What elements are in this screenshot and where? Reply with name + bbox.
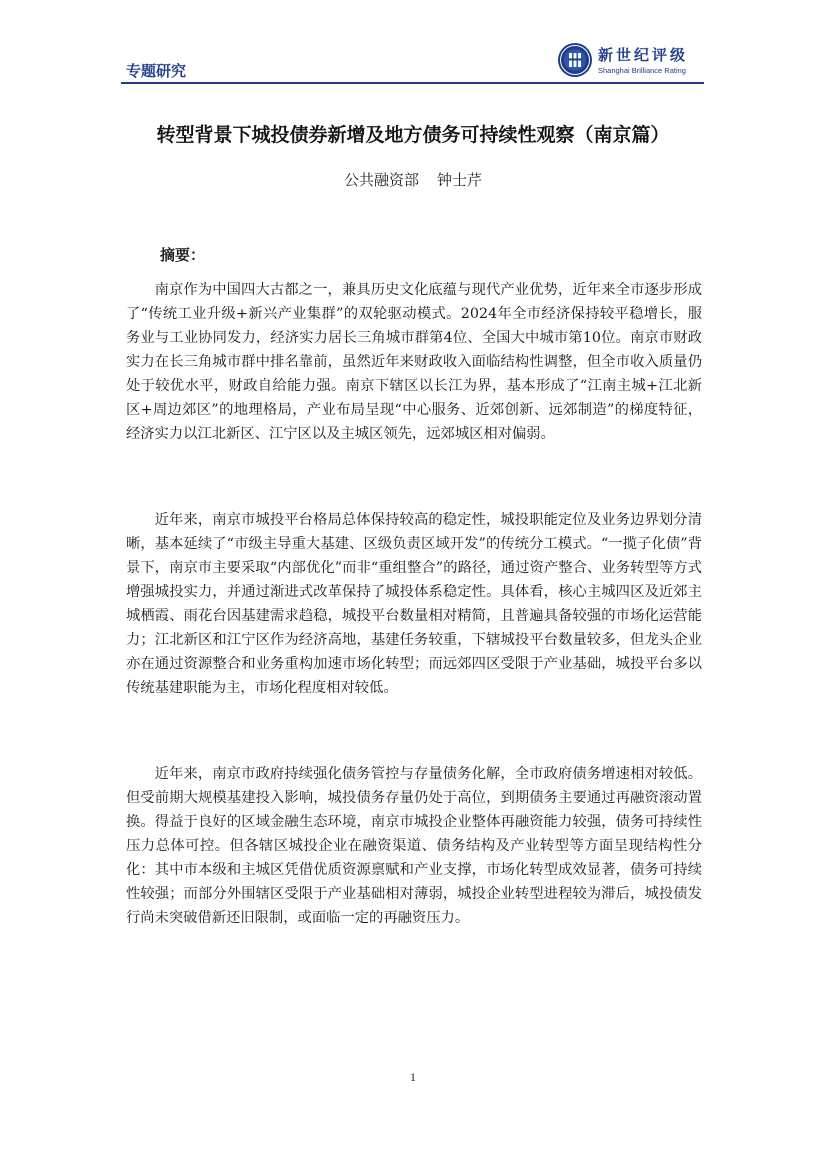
abstract-label: 摘要： xyxy=(160,246,206,264)
logo-name-cn: 新世纪评级 xyxy=(598,46,689,64)
document-title: 转型背景下城投债券新增及地方债务可持续性观察（南京篇） xyxy=(156,124,670,146)
abstract-paragraph: 近年来，南京市城投平台格局总体保持较高的稳定性，城投职能定位及业务边界划分清晰，基本延续了“市级主导重大基建、区级负责区域开发”的传统分工模式。“一揽子化债”背景下，南京市主要采取“内部优化”而非“重组整合”的路径，通过资产整合、业务转型等方式增强城投实力，并通过渐进式改革保持了城投体系稳定性。具体看，核心主城四区及近郊主城栖霞、雨花台因基建需求趋稳，城投平台数量相对精简，且普遍具备较强的市场化运营能力；江北新区和江宁区作为经济高地，基建任务较重，下辖城投平台数量较多，但龙头企业亦在通过资源整合和业务重构加速市场化转型；而远郊四区受限于产业基础，城投平台多以传统基建职能为主，市场化程度相对较低。 xyxy=(126,512,702,696)
header-divider xyxy=(121,82,704,84)
author-name: 钟士芹 xyxy=(437,171,483,189)
shanghai-brilliance-rating-emblem-icon xyxy=(557,42,593,78)
logo-name-en: Shanghai Brilliance Rating xyxy=(598,66,686,75)
author-department: 公共融资部 xyxy=(343,171,419,189)
brand-logo xyxy=(557,42,707,82)
page-number: 1 xyxy=(410,1070,416,1084)
author-line xyxy=(0,169,826,190)
abstract-paragraph: 近年来，南京市政府持续强化债务管控与存量债务化解，全市政府债务增速相对较低。但受前期大规模基建投入影响，城投债务存量仍处于高位，到期债务主要通过再融资滚动置换。得益于良好的区域金融生态环境，南京市城投企业整体再融资能力较强，债务可持续性压力总体可控。但各辖区城投企业在融资渠道、债务结构及产业转型等方面呈现结构性分化：其中市本级和主城区凭借优质资源禀赋和产业支撑，市场化转型成效显著，债务可持续性较强；而部分外围辖区受限于产业基础相对薄弱，城投企业转型进程较为滞后，城投债发行尚未突破借新还旧限制，或面临一定的再融资压力。 xyxy=(126,766,702,926)
abstract-paragraph: 南京作为中国四大古都之一，兼具历史文化底蕴与现代产业优势，近年来全市逐步形成了“传统工业升级+新兴产业集群”的双轮驱动模式。2024年全市经济保持较平稳增长，服务业与工业协同发力，经济实力居长三角城市群第4位、全国大中城市第10位。南京市财政实力在长三角城市群中排名靠前，虽然近年来财政收入面临结构性调整，但全市收入质量仍处于较优水平，财政自给能力强。南京下辖区以长江为界，基本形成了“江南主城+江北新区+周边郊区”的地理格局，产业布局呈现“中心服务、近郊创新、远郊制造”的梯度特征，经济实力以江北新区、江宁区以及主城区领先，远郊城区相对偏弱。 xyxy=(126,282,702,442)
section-label: 专题研究 xyxy=(126,62,187,80)
